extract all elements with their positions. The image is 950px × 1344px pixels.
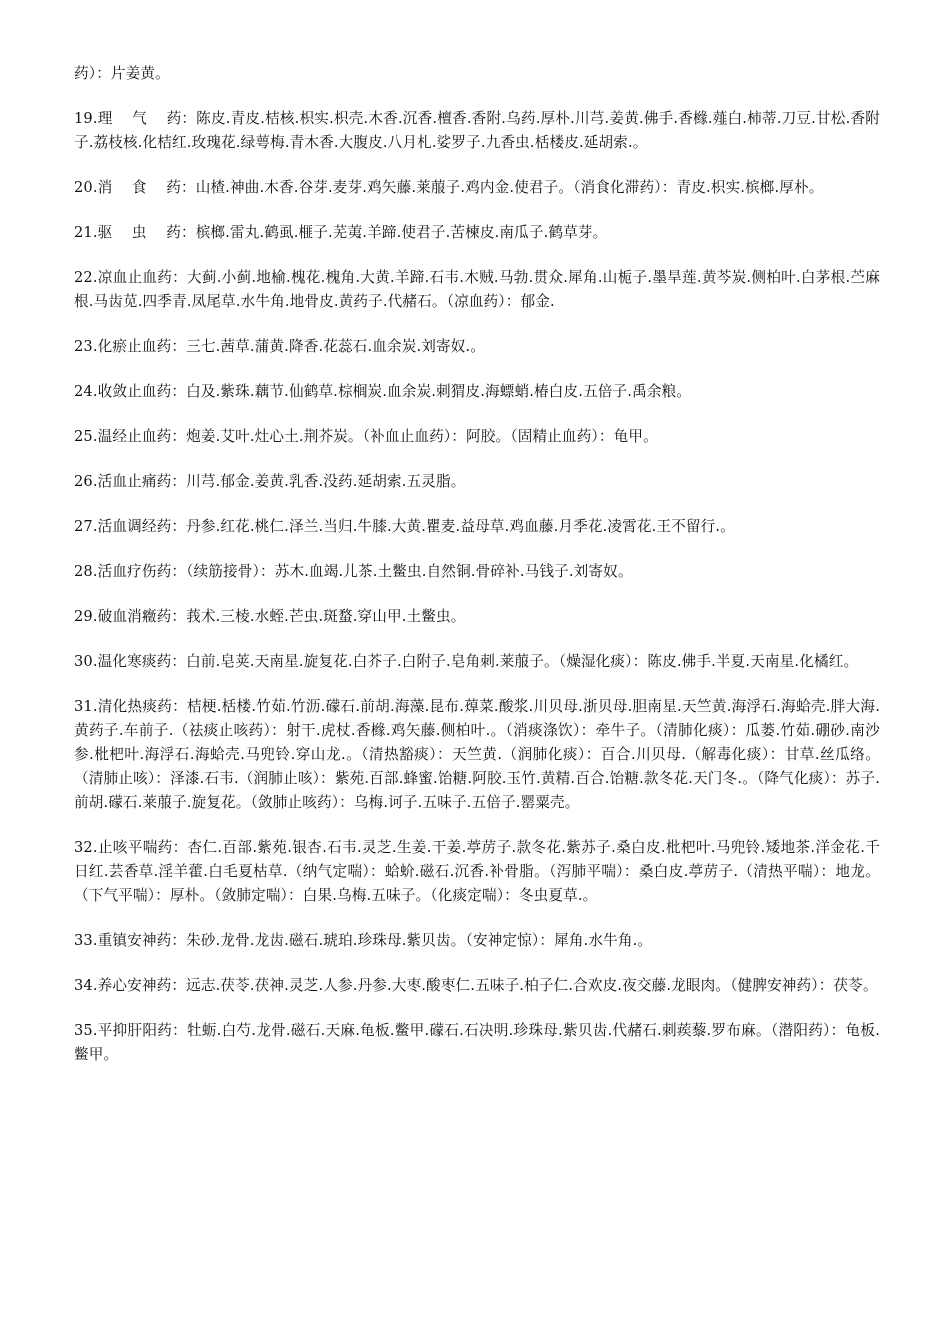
paragraph-21-anthelmintic: 21.驱 虫 药：槟榔.雷丸.鹤虱.榧子.芜荑.羊蹄.使君子.苦楝皮.南瓜子.鹤草芽。 <box>74 224 608 241</box>
paragraph-23-stasis-resolving-hemostatic: 23.化瘀止血药：三七.茜草.蒲黄.降香.花蕊石.血余炭.刘寄奴.。 <box>74 338 486 355</box>
paragraph-22-blood-cooling-hemostatic: 22.凉血止血药：大蓟.小蓟.地榆.槐花.槐角.大黄.羊蹄.石韦.木贼.马勃.贯众.犀角.山栀子.墨旱莲.黄芩炭.侧柏叶.白茅根.苎麻根.马齿苋.四季青.凤尾草.水牛角.地骨皮.黄药子.代赭石。（凉血药）：郁金. <box>74 269 880 310</box>
paragraph-30-warm-cold-phlegm: 30.温化寒痰药：白前.皂荚.天南星.旋复花.白芥子.白附子.皂角刺.莱菔子。（燥湿化痰）：陈皮.佛手.半夏.天南星.化橘红。 <box>74 653 859 670</box>
paragraph-29-mass-breaking: 29.破血消癥药：莪术.三棱.水蛭.芒虫.斑蝥.穿山甲.土鳖虫。 <box>74 608 466 625</box>
paragraph-25-meridian-warming-hemostatic: 25.温经止血药：炮姜.艾叶.灶心土.荆芥炭。（补血止血药）：阿胶。（固精止血药）：龟甲。 <box>74 428 658 445</box>
paragraph-31-clear-heat-phlegm: 31.清化热痰药：桔梗.栝楼.竹茹.竹沥.礞石.前胡.海藻.昆布.蔊菜.酸浆.川贝母.浙贝母.胆南星.天竺黄.海浮石.海蛤壳.胖大海.黄药子.车前子.（祛痰止咳药）：射干.虎杖.香橼.鸡矢藤.侧柏叶.。（消痰涤饮）：牵牛子。（清肺化痰）：瓜蒌.竹茹.硼砂.南沙参.枇杷叶.海浮石.海蛤壳.马兜铃.穿山龙.。（清热豁痰）：天竺黄.（润肺化痰）：百合.川贝母.（解毒化痰）：甘草.丝瓜络。（清肺止咳）：泽漆.石韦.（润肺止咳）：紫苑.百部.蜂蜜.饴糖.阿胶.玉竹.黄精.百合.饴糖.款冬花.天门冬.。（降气化痰）：苏子.前胡.礞石.莱菔子.旋复花。（敛肺止咳药）：乌梅.诃子.五味子.五倍子.罂粟壳。 <box>74 698 880 811</box>
paragraph-27-menstruation-regulating: 27.活血调经药：丹参.红花.桃仁.泽兰.当归.牛膝.大黄.瞿麦.益母草.鸡血藤.月季花.凌霄花.王不留行.。 <box>74 518 735 535</box>
paragraph-24-astringent-hemostatic: 24.收敛止血药：白及.紫珠.藕节.仙鹤草.棕榈炭.血余炭.刺猬皮.海螵蛸.椿白皮.五倍子.禹余粮。 <box>74 383 692 400</box>
paragraph-carryover: 药）：片姜黄。 <box>74 65 170 82</box>
paragraph-35-liver-yang-calming: 35.平抑肝阳药：牡蛎.白芍.龙骨.磁石.天麻.龟板.鳖甲.礞石.石决明.珍珠母.紫贝齿.代赭石.刺蒺藜.罗布麻。（潜阳药）：龟板.鳖甲。 <box>74 1022 880 1063</box>
paragraph-33-heavy-sedative: 33.重镇安神药：朱砂.龙骨.龙齿.磁石.琥珀.珍珠母.紫贝齿。（安神定惊）：犀角.水牛角.。 <box>74 932 653 949</box>
paragraph-28-trauma-healing: 28.活血疗伤药：（续筋接骨）：苏木.血竭.儿茶.土鳖虫.自然铜.骨碎补.马钱子.刘寄奴。 <box>74 563 633 580</box>
paragraph-20-digestive: 20.消 食 药：山楂.神曲.木香.谷芽.麦芽.鸡矢藤.莱菔子.鸡内金.使君子。（消食化滞药）：青皮.枳实.槟榔.厚朴。 <box>74 179 824 196</box>
paragraph-19-qi-regulating: 19.理 气 药：陈皮.青皮.桔核.枳实.枳壳.木香.沉香.檀香.香附.乌药.厚朴.川芎.姜黄.佛手.香橼.薤白.柿蒂.刀豆.甘松.香附子.荔枝核.化桔红.玫瑰花.绿萼梅.青木香.大腹皮.八月札.娑罗子.九香虫.栝楼皮.延胡索.。 <box>74 110 880 151</box>
paragraph-26-blood-activating-analgesic: 26.活血止痛药：川芎.郁金.姜黄.乳香.没药.延胡索.五灵脂。 <box>74 473 466 490</box>
paragraph-34-heart-nourishing-sedative: 34.养心安神药：远志.茯苓.茯神.灵芝.人参.丹参.大枣.酸枣仁.五味子.柏子仁.合欢皮.夜交藤.龙眼肉。（健脾安神药）：茯苓。 <box>74 977 878 994</box>
paragraph-32-antitussive-antiasthmatic: 32.止咳平喘药：杏仁.百部.紫苑.银杏.石韦.灵芝.生姜.干姜.葶苈子.款冬花.紫苏子.桑白皮.枇杷叶.马兜铃.矮地茶.洋金花.千日红.芸香草.淫羊藿.白毛夏枯草.（纳气定喘）：蛤蚧.磁石.沉香.补骨脂。（泻肺平喘）：桑白皮.葶苈子.（清热平喘）：地龙。（下气平喘）：厚朴。（敛肺定喘）：白果.乌梅.五味子。（化痰定喘）：冬虫夏草.。 <box>74 839 880 904</box>
